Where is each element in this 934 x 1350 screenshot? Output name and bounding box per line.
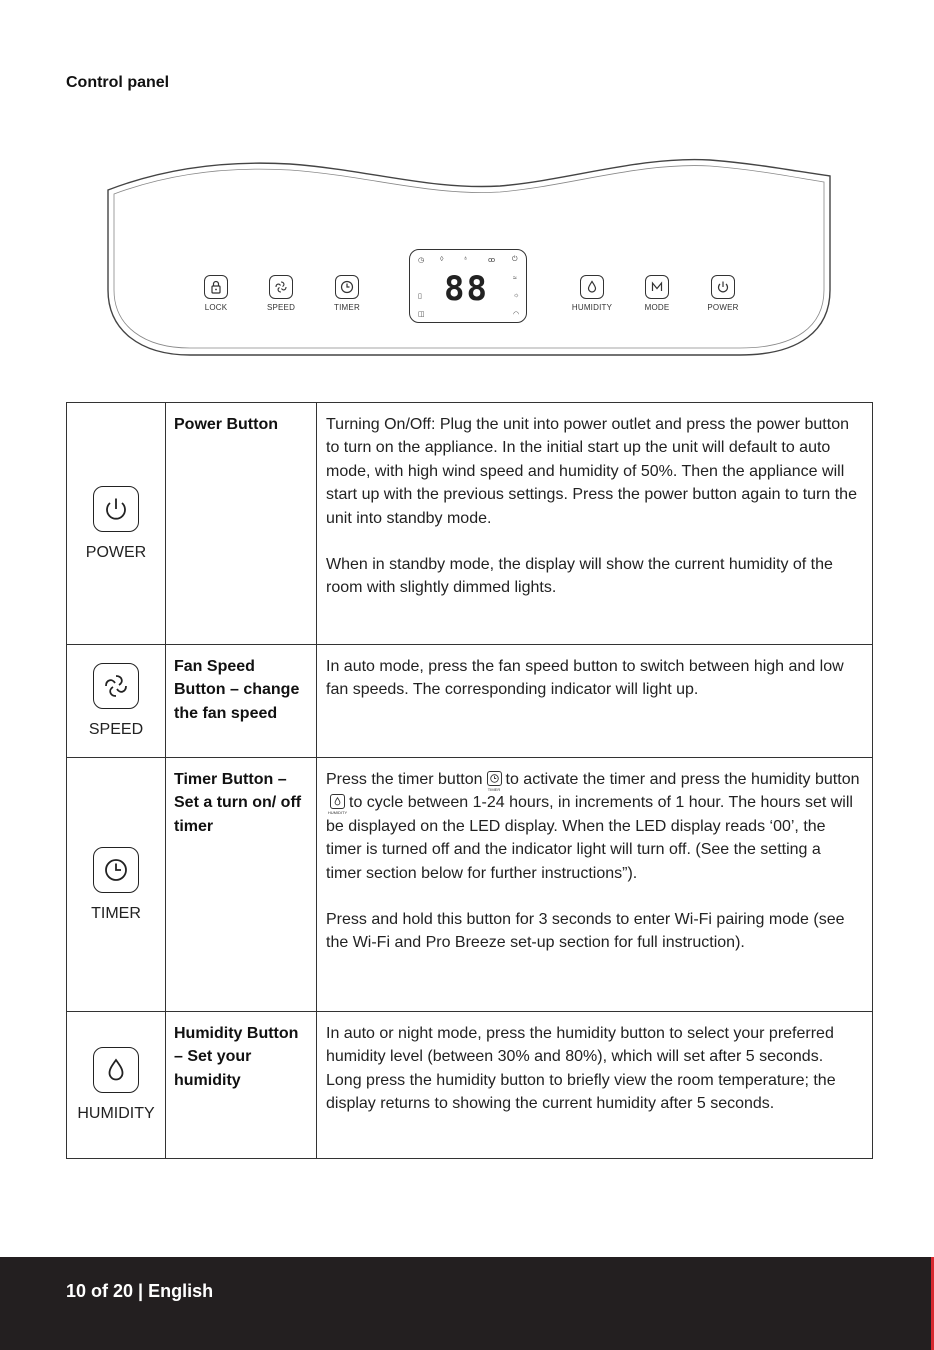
table-row-power bbox=[67, 403, 873, 645]
panel-humidity-label: HUMIDITY bbox=[571, 303, 613, 312]
text-segment: to activate the timer and press the humidity button bbox=[505, 771, 860, 788]
icon-label: HUMIDITY bbox=[77, 1105, 155, 1122]
icon-label: SPEED bbox=[88, 721, 144, 738]
row-title: Fan Speed Button – change the fan speed bbox=[166, 645, 317, 758]
clock-icon bbox=[101, 855, 131, 885]
fan-icon bbox=[101, 671, 131, 701]
auto-indicator-icon: ≈ bbox=[513, 275, 517, 282]
description-paragraph: In auto or night mode, press the humidity button to select your preferred humidity level (between 30% and 80%), which will set after 5 seconds. Long press the humidity button to briefly view the room temperature; the display returns to showing the current humidity after 5 seconds. bbox=[326, 1025, 836, 1113]
speed-button-graphic bbox=[93, 663, 139, 709]
droplet-icon bbox=[332, 796, 343, 807]
table-row-humidity bbox=[67, 1012, 873, 1159]
row-description bbox=[317, 403, 873, 645]
text-segment: Press the timer button bbox=[326, 771, 483, 788]
panel-lock-label: LOCK bbox=[204, 303, 228, 312]
icon-cell bbox=[67, 403, 166, 645]
droplet-icon bbox=[101, 1055, 131, 1085]
panel-speed-label: SPEED bbox=[266, 303, 296, 312]
panel-timer-label: TIMER bbox=[334, 303, 360, 312]
inline-timer-label: TIMER bbox=[487, 787, 501, 792]
row-description bbox=[317, 645, 873, 758]
table-row-speed bbox=[67, 645, 873, 758]
icon-label: TIMER bbox=[91, 904, 141, 922]
description-paragraph: In auto mode, press the fan speed button to switch between high and low fan speeds. The corresponding indicator will light up. bbox=[326, 658, 844, 699]
panel-power-button bbox=[711, 275, 735, 299]
humidity-button-graphic bbox=[93, 1047, 139, 1093]
power-icon bbox=[715, 279, 731, 295]
section-title: Control panel bbox=[66, 74, 170, 91]
inline-timer-button bbox=[487, 771, 502, 792]
page-footer bbox=[0, 1257, 934, 1350]
control-table bbox=[66, 402, 873, 1159]
fan-icon bbox=[273, 279, 289, 295]
description-paragraph: Press and hold this button for 3 seconds to enter Wi-Fi pairing mode (see the Wi-Fi and Pro Breeze set-up section for full instruction). bbox=[326, 911, 845, 952]
power-indicator-icon: ⏻ bbox=[512, 256, 518, 263]
panel-mode-label: MODE bbox=[644, 303, 670, 312]
panel-humidity-button bbox=[580, 275, 604, 299]
panel-lock-button bbox=[204, 275, 228, 299]
panel-timer-button bbox=[335, 275, 359, 299]
table-row-timer bbox=[67, 758, 873, 1012]
night-indicator-icon: ☼ bbox=[513, 292, 520, 299]
icon-cell bbox=[67, 758, 166, 1012]
wifi-indicator-icon: ◠ bbox=[513, 311, 520, 318]
thermometer-indicator-icon: ♁ bbox=[463, 255, 469, 262]
inline-humidity-button bbox=[327, 794, 348, 816]
row-description bbox=[317, 758, 873, 1012]
row-description bbox=[317, 1012, 873, 1159]
inline-humidity-label: HUMIDITY bbox=[327, 810, 348, 816]
text-segment: to cycle between 1-24 hours, in increments of 1 hour. The hours set will be displayed on the LED display. When the LED display reads ‘00’, the timer is turned off and the indicator light will turn off. (See the setting a timer section below for further instructions”). bbox=[326, 794, 853, 882]
clock-icon bbox=[489, 773, 500, 784]
droplet-icon bbox=[584, 279, 600, 295]
tank-indicator-icon: ◫ bbox=[418, 311, 425, 318]
row-title: Humidity Button – Set your humidity bbox=[166, 1012, 317, 1159]
icon-cell bbox=[67, 1012, 166, 1159]
panel-speed-button bbox=[269, 275, 293, 299]
lock-icon bbox=[208, 279, 224, 295]
description-paragraph: When in standby mode, the display will show the current humidity of the room with slightly dimmed lights. bbox=[326, 556, 833, 597]
description-paragraph bbox=[326, 768, 860, 885]
row-title: Timer Button – Set a turn on/ off timer bbox=[166, 758, 317, 1012]
fan-indicator-icon: ꝏ bbox=[488, 257, 496, 264]
description-paragraph: Turning On/Off: Plug the unit into power outlet and press the power button to turn on the appliance. In the initial start up the unit will default to auto mode, with high wind speed and humidity of 50%. Then the appliance will start up with the previous settings. Press the power button again to turn the unit into standby mode. bbox=[326, 416, 857, 527]
display-digits: 88 bbox=[444, 269, 489, 309]
timer-indicator-icon: ◷ bbox=[418, 257, 425, 264]
icon-cell bbox=[67, 645, 166, 758]
page-number: 10 of 20 | English bbox=[66, 1281, 214, 1301]
control-panel-illustration bbox=[100, 150, 840, 365]
power-button-graphic bbox=[93, 486, 139, 532]
mode-m-icon bbox=[649, 279, 665, 295]
panel-mode-button bbox=[645, 275, 669, 299]
led-display bbox=[409, 249, 527, 323]
temperature-indicator-icon: ▯ bbox=[418, 293, 422, 300]
droplet-indicator-icon: ◊ bbox=[440, 256, 444, 263]
power-icon bbox=[101, 494, 131, 524]
clock-icon bbox=[339, 279, 355, 295]
icon-label: POWER bbox=[85, 543, 147, 561]
timer-button-graphic bbox=[93, 847, 139, 893]
row-title: Power Button bbox=[166, 403, 317, 645]
panel-power-label: POWER bbox=[707, 303, 739, 312]
